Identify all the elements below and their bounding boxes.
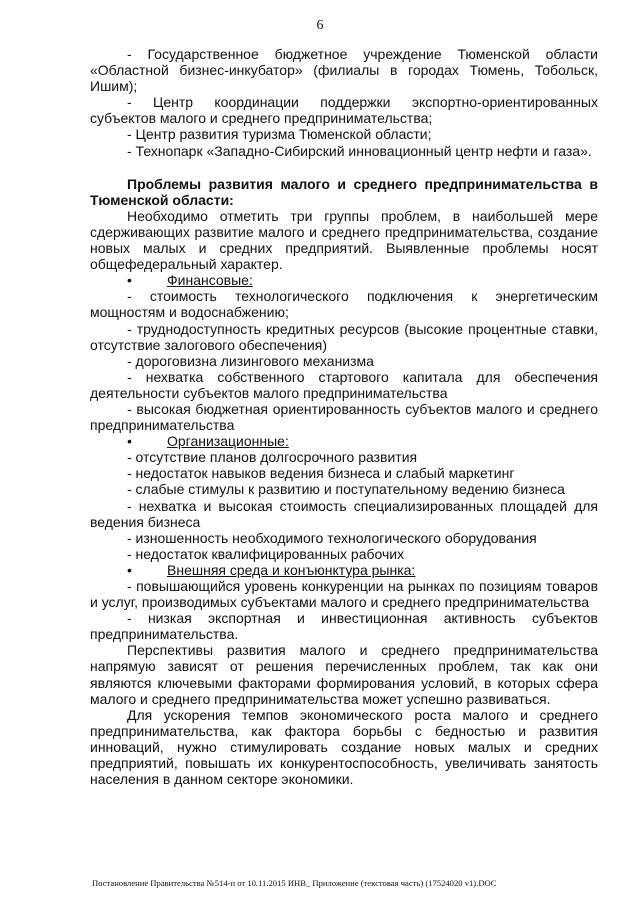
list-item: - повышающийся уровень конкуренции на рынках по позициям товаров и услуг, производимых субъектами малого и среднего предпринимательства <box>90 578 598 611</box>
bullet-icon: • <box>127 561 132 578</box>
list-item: - Центр координации поддержки экспортно-ориентированных субъектов малого и среднего предпринимательства; <box>90 94 598 127</box>
section-heading: Проблемы развития малого и среднего предпринимательства в Тюменской области: <box>90 175 598 208</box>
list-item: - Государственное бюджетное учреждение Тюменской области «Областной бизнес-инкубатор» (филиалы в городах Тюмень, Тобольск, Ишим); <box>90 46 598 95</box>
list-item: - низкая экспортная и инвестиционная активность субъектов предпринимательства. <box>90 610 598 643</box>
list-item: - недостаток квалифицированных рабочих <box>127 545 405 562</box>
group-label: Организационные: <box>167 433 289 450</box>
list-item: - изношенность необходимого технологического оборудования <box>127 529 537 546</box>
group-label: Внешняя среда и конъюнктура рынка: <box>167 561 416 578</box>
bullet-icon: • <box>127 433 132 450</box>
list-item: - Технопарк «Западно-Сибирский инновационный центр нефти и газа». <box>127 142 592 159</box>
footer-file-reference: Постановление Правительства №514-п от 10.11.2015 ИНВ_ Приложение (текстовая часть) (17524020 v1).DOC <box>92 878 497 888</box>
document-body <box>90 46 598 787</box>
list-item: - слабые стимулы к развитию и поступательному ведению бизнеса <box>127 481 565 498</box>
list-item: - отсутствие планов долгосрочного развития <box>127 449 418 466</box>
list-item: - труднодоступность кредитных ресурсов (высокие процентные ставки, отсутствие залогового обеспечения) <box>90 320 598 353</box>
list-item: - Центр развития туризма Тюменской области; <box>127 126 432 143</box>
page-number: 6 <box>316 18 324 33</box>
group-header <box>90 272 598 288</box>
group-header <box>90 433 598 449</box>
bullet-icon: • <box>127 272 132 289</box>
list-item: - стоимость технологического подключения к энергетическим мощностям и водоснабжению; <box>90 288 598 321</box>
list-item: - дороговизна лизингового механизма <box>127 352 374 369</box>
closing-paragraph: Перспективы развития малого и среднего предпринимательства напрямую зависят от решения перечисленных проблем, так как они являются ключевыми факторами формирования условий, в которых сфера малого и среднего предпринимательства может успешно развиваться. <box>90 642 598 707</box>
list-item: - высокая бюджетная ориентированность субъектов малого и среднего предпринимательства <box>90 400 598 434</box>
intro-paragraph: Необходимо отметить три группы проблем, в наибольшей мере сдерживающих развитие малого и среднего предпринимательства, создание новых малых и средних предприятий. Выявленные проблемы носят общефедеральный характер. <box>90 207 598 273</box>
group-header <box>90 562 598 578</box>
list-item: - нехватка и высокая стоимость специализированных площадей для ведения бизнеса <box>90 497 598 530</box>
list-item: - нехватка собственного стартового капитала для обеспечения деятельности субъектов малого предпринимательства <box>90 368 598 401</box>
group-label: Финансовые: <box>167 272 253 289</box>
list-item: - недостаток навыков ведения бизнеса и слабый маркетинг <box>127 465 515 482</box>
closing-paragraph: Для ускорения темпов экономического роста малого и среднего предпринимательства, как фактора борьбы с бедностью и развития инноваций, нужно стимулировать создание новых малых и средних предприятий, повышать их конкурентоспособность, увеличивать занятость населения в данном секторе экономики. <box>90 706 598 788</box>
